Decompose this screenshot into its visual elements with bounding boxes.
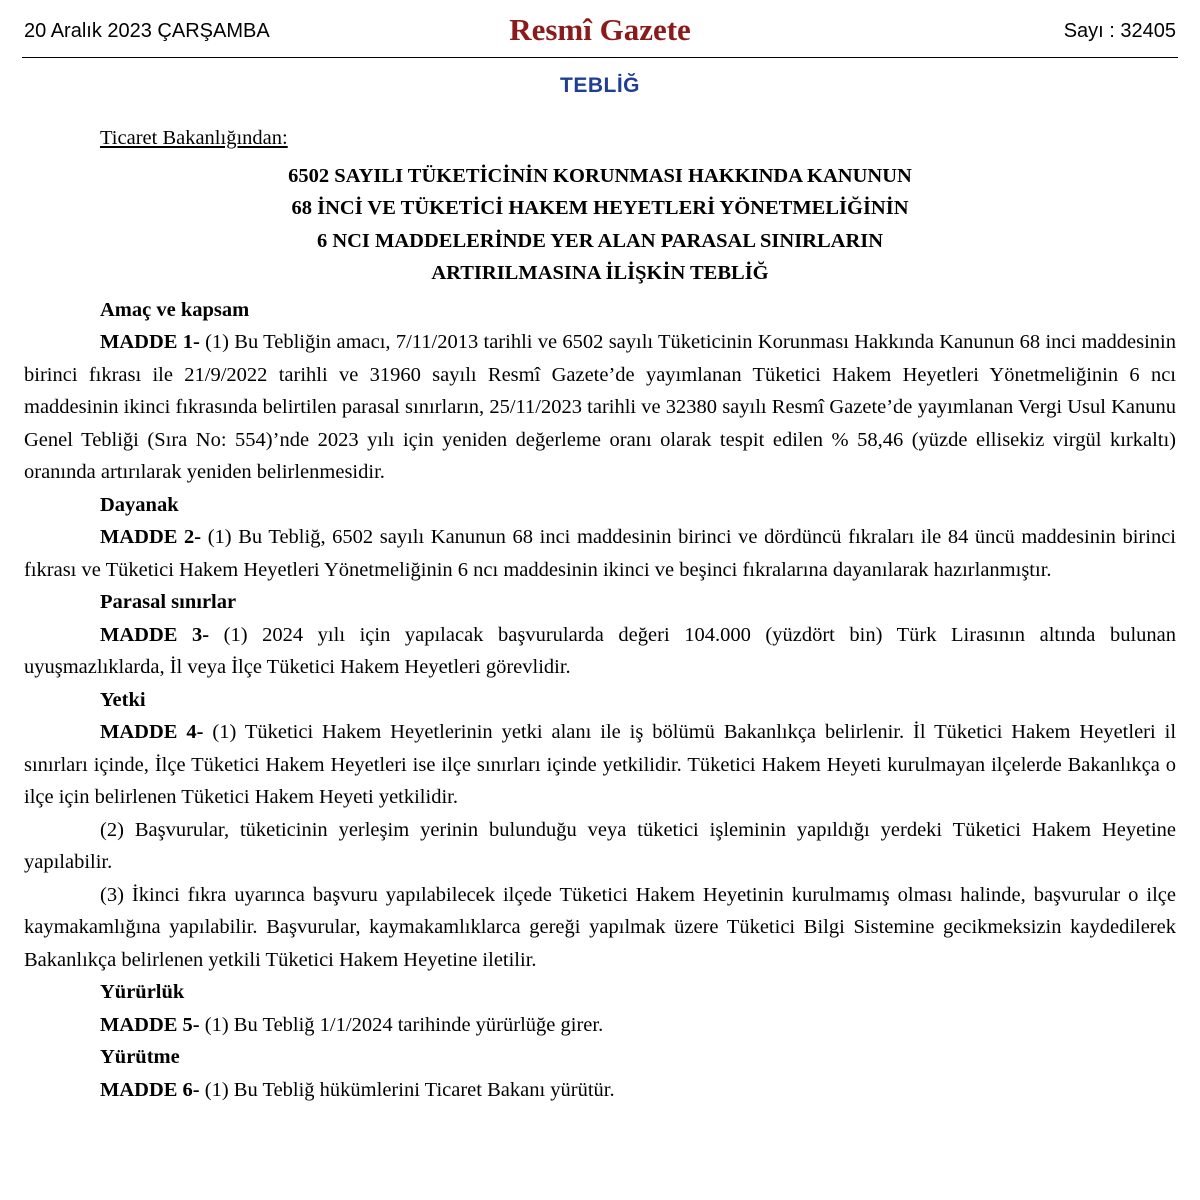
article-label: MADDE 3- (100, 623, 210, 646)
article-text: (1) Bu Tebliğin amacı, 7/11/2013 tarihli ve 6502 sayılı Tüketicinin Korunması Hakkında Kanunun 68 inci maddesinin birinci fıkrası ile 21/9/2022 tarihli ve 31960 sayılı Resmî Gazete’de yayımlanan Tüketici Hakem Heyetleri Yönetmeliğinin 6 ncı maddesinin ikinci fıkrasında belirtilen parasal sınırların, 25/11/2023 tarihli ve 32380 sayılı Resmî Gazete’de yayımlanan Vergi Usul Kanunu Genel Tebliği (Sıra No: 554)’nde 2023 yılı için yeniden değerleme oranı olarak tespit edilen % 58,46 (yüzde ellisekiz virgül kırkaltı) oranında artırılarak yeniden belirlenmesidir. (24, 331, 1177, 483)
issue-number: Sayı : 32405 (1063, 20, 1176, 42)
article-paragraph (24, 619, 1176, 684)
section-heading: Yürütme (100, 1046, 180, 1068)
article-label: MADDE 1- (100, 331, 200, 353)
issuing-authority: Ticaret Bakanlığından: (100, 127, 288, 149)
article-paragraph (24, 1074, 1176, 1107)
section-heading: Yetki (100, 688, 146, 711)
document-body (24, 122, 1176, 1106)
section-heading: Parasal sınırlar (100, 591, 237, 613)
article-label: MADDE 5- (100, 1013, 200, 1036)
article-paragraph (24, 521, 1176, 586)
article-paragraph: (3) İkinci fıkra uyarınca başvuru yapılabilecek ilçede Tüketici Hakem Heyetinin kurulmamış olması halinde, başvurular o ilçe kaymakamlığına yapılabilir. Başvurular, kaymakamlıklarca gereği yapılmak üzere Tüketici Bilgi Sistemine gecikmeksizin kaydedilerek Bakanlıkça belirlenen yetkili Tüketici Hakem Heyetine iletilir. (24, 883, 1176, 971)
section-heading: Yürürlük (100, 981, 185, 1003)
article-text: (1) Bu Tebliğ, 6502 sayılı Kanunun 68 inci maddesinin birinci ve dördüncü fıkraları ile 84 üncü maddesinin birinci fıkrası ve Tüketici Hakem Heyetleri Yönetmeliğinin 6 ncı maddesinin ikinci ve beşinci fıkralarına dayanılarak hazırlanmıştır. (24, 526, 1176, 581)
gazette-title: Resmî Gazete (509, 12, 691, 47)
title-line: 6 NCI MADDELERİNDE YER ALAN PARASAL SINIRLARIN (316, 229, 884, 252)
article-label: MADDE 6- (100, 1078, 200, 1101)
article-paragraph (24, 326, 1176, 489)
title-line: 68 İNCİ VE TÜKETİCİ HAKEM HEYETLERİ YÖNETMELİĞİNİN (291, 197, 909, 219)
article-text: (1) 2024 yılı için yapılacak başvurularda değeri 104.000 (yüzdört bin) Türk Lirasının altında bulunan uyuşmazlıklarda, İl veya İlçe Tüketici Hakem Heyetleri görevlidir. (24, 623, 1177, 678)
article-paragraph: (2) Başvurular, tüketicinin yerleşim yerinin bulunduğu veya tüketici işleminin yapıldığı yerdeki Tüketici Hakem Heyetine yapılabilir. (24, 818, 1176, 873)
article-text: (1) Bu Tebliğ hükümlerini Ticaret Bakanı yürütür. (204, 1078, 615, 1101)
section-heading: Amaç ve kapsam (100, 298, 250, 321)
header-divider (22, 57, 1178, 58)
article-paragraph (24, 716, 1176, 814)
article-label: MADDE 2- (100, 526, 202, 548)
document-type: TEBLİĞ (560, 74, 640, 97)
title-line: 6502 SAYILI TÜKETİCİNİN KORUNMASI HAKKINDA KANUNUN (288, 164, 912, 187)
section-heading: Dayanak (100, 493, 179, 516)
article-paragraph (24, 1009, 1176, 1042)
article-label: MADDE 4- (100, 721, 204, 743)
document-title (24, 160, 1176, 290)
issue-date: 20 Aralık 2023 ÇARŞAMBA (24, 20, 270, 42)
title-line: ARTIRILMASINA İLİŞKİN TEBLİĞ (431, 262, 769, 284)
article-text: (1) Bu Tebliğ 1/1/2024 tarihinde yürürlüğe girer. (204, 1013, 604, 1036)
gazette-header (0, 0, 1200, 62)
article-text: (1) Tüketici Hakem Heyetlerinin yetki alanı ile iş bölümü Bakanlıkça belirlenir. İl Tüketici Hakem Heyetleri il sınırları içinde, İlçe Tüketici Hakem Heyetleri ise ilçe sınırları içinde yetkilidir. Tüketici Hakem Heyeti kurulmayan ilçelerde Bakanlıkça o ilçe için belirlenen Tüketici Hakem Heyeti yetkilidir. (24, 721, 1177, 808)
